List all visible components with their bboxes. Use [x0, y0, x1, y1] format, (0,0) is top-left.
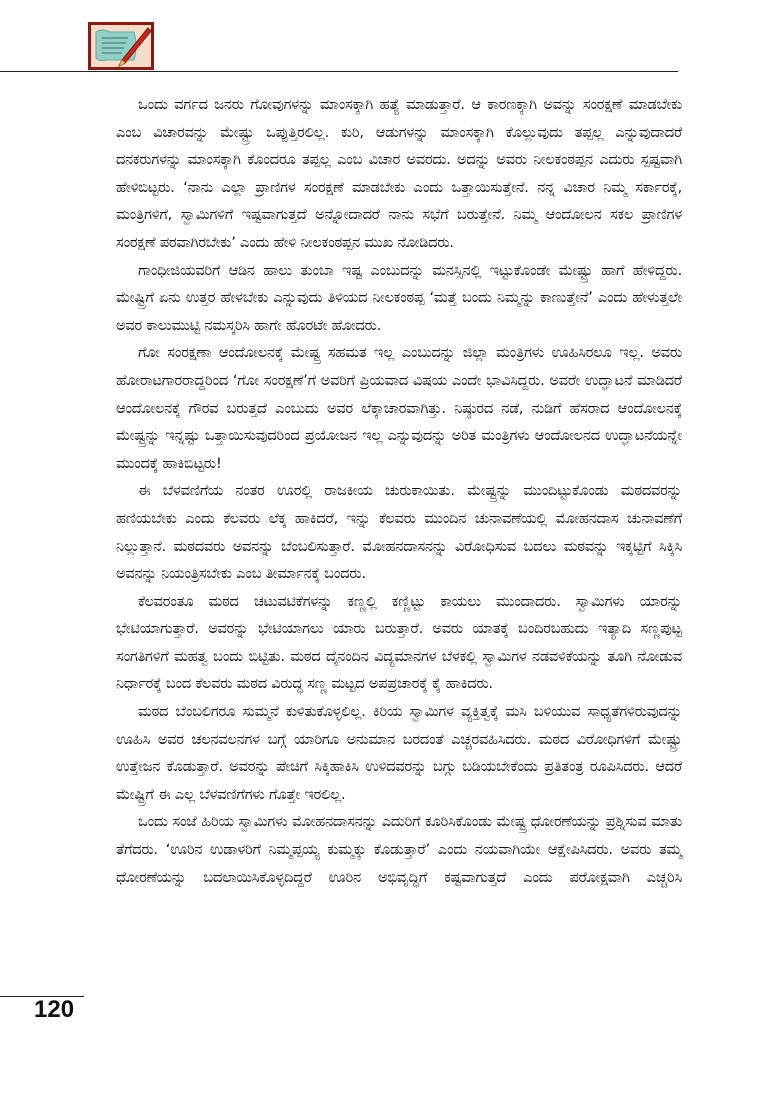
page-body [116, 92, 682, 892]
page-logo [88, 22, 154, 70]
paragraph: ಈ ಬೆಳವಣಿಗೆಯ ನಂತರ ಊರಲ್ಲಿ ರಾಜಕೀಯ ಚುರುಕಾಯಿತು. ಮೇಷ್ಟ್ರನ್ನು ಮುಂದಿಟ್ಟುಕೊಂಡು ಮಠದವರನ್ನು ಹಣಿಯಬೇಕು ಎಂದು ಕೆಲವರು ಲೆಕ್ಕ ಹಾಕಿದರೆ, ಇನ್ನು ಕೆಲವರು ಮುಂದಿನ ಚುನಾವಣೆಯಲ್ಲಿ ಮೋಹನದಾಸ ಚುನಾವಣೆಗೆ ನಿಲ್ಲುತ್ತಾನೆ. ಮಠದವರು ಅವನನ್ನು ಬೆಂಬಲಿಸುತ್ತಾರೆ. ಮೋಹನದಾಸನನ್ನು ವಿರೋಧಿಸುವ ಬದಲು ಮಠವನ್ನು ಇಕ್ಕಟ್ಟಿಗೆ ಸಿಕ್ಕಿಸಿ ಅವನನ್ನು ನಿಯಂತ್ರಿಸಬೇಕು ಎಂಬ ತೀರ್ಮಾನಕ್ಕೆ ಬಂದರು. [116, 483, 682, 583]
paragraph: ಒಂದು ವರ್ಗದ ಜನರು ಗೋವುಗಳನ್ನು ಮಾಂಸಕ್ಕಾಗಿ ಹತ್ಯೆ ಮಾಡುತ್ತಾರೆ. ಆ ಕಾರಣಕ್ಕಾಗಿ ಅವನ್ನು ಸಂರಕ್ಷಣೆ ಮಾಡಬೇಕು ಎಂಬ ವಿಚಾರವನ್ನು ಮೇಷ್ಟ್ರು ಒಪ್ಪುತ್ತಿರಲಿಲ್ಲ. ಕುರಿ, ಆಡುಗಳನ್ನು ಮಾಂಸಕ್ಕಾಗಿ ಕೊಲ್ಲುವುದು ತಪ್ಪಲ್ಲ ಎನ್ನುವುದಾದರೆ ದನಕರುಗಳನ್ನು ಮಾಂಸಕ್ಕಾಗಿ ಕೊಂದರೂ ತಪ್ಪಲ್ಲ ಎಂಬ ವಿಚಾರ ಅವರದು. ಅದನ್ನು ಅವರು ನೀಲಕಂಠಪ್ಪನ ಎದುರು ಸ್ಪಷ್ಟವಾಗಿ ಹೇಳಿಬಿಟ್ಟರು. ‘ನಾನು ಎಲ್ಲಾ ಪ್ರಾಣಿಗಳ ಸಂರಕ್ಷಣೆ ಮಾಡಬೇಕು ಎಂದು ಒತ್ತಾಯಿಸುತ್ತೇನೆ. ನನ್ನ ವಿಚಾರ ನಿಮ್ಮ ಸರ್ಕಾರಕ್ಕೆ, ಮಂತ್ರಿಗಳಿಗೆ, ಸ್ವಾಮಿಗಳಿಗೆ ಇಷ್ಟವಾಗುತ್ತದೆ ಅನ್ನೋದಾದರೆ ನಾನು ಸಭೆಗೆ ಬರುತ್ತೇನೆ. ನಿಮ್ಮ ಆಂದೋಲನ ಸಕಲ ಪ್ರಾಣಿಗಳ ಸಂರಕ್ಷಣೆ ಪರವಾಗಿರಬೇಕು’ ಎಂದು ಹೇಳಿ ನೀಲಕಂಠಪ್ಪನ ಮುಖ ನೋಡಿದರು. [116, 97, 682, 251]
paragraph: ಒಂದು ಸಂಜೆ ಹಿರಿಯ ಸ್ವಾಮಿಗಳು ಮೋಹನದಾಸನನ್ನು ಎದುರಿಗೆ ಕೂರಿಸಿಕೊಂಡು ಮೇಷ್ಟ್ರ ಧೋರಣೆಯನ್ನು ಪ್ರಶ್ನಿಸುವ ಮಾತು ತೆಗೆದರು. ‘ಊರಿನ ಉಡಾಳರಿಗೆ ನಿಮ್ಮಪ್ಪಯ್ಯ ಕುಮ್ಮಕ್ಕು ಕೊಡುತ್ತಾರೆ’ ಎಂದು ನಯವಾಗಿಯೇ ಆಕ್ಷೇಪಿಸಿದರು. ಅವರು ತಮ್ಮ ಧೋರಣೆಯನ್ನು ಬದಲಾಯಿಸಿಕೊಳ್ಳದಿದ್ದರೆ ಊರಿನ ಅಭಿವೃದ್ಧಿಗೆ ಕಷ್ಟವಾಗುತ್ತದೆ ಎಂದು ಪರೋಕ್ಷವಾಗಿ ಎಚ್ಚರಿಸಿ [116, 814, 682, 886]
page-number: 120 [34, 996, 75, 1023]
paragraph: ಮಠದ ಬೆಂಬಲಿಗರೂ ಸುಮ್ಮನೆ ಕುಳಿತುಕೊಳ್ಳಲಿಲ್ಲ. ಕಿರಿಯ ಸ್ವಾಮಿಗಳ ವ್ಯಕ್ತಿತ್ವಕ್ಕೆ ಮಸಿ ಬಳಿಯುವ ಸಾಧ್ಯತೆಗಳಿರುವುದನ್ನು ಊಹಿಸಿ ಅವರ ಚಲನವಲನಗಳ ಬಗ್ಗೆ ಯಾರಿಗೂ ಅನುಮಾನ ಬರದಂತೆ ಎಚ್ಚರವಹಿಸಿದರು. ಮಠದ ವಿರೋಧಿಗಳಿಗೆ ಮೇಷ್ಟ್ರು ಉತ್ತೇಜನ ಕೊಡುತ್ತಾರೆ. ಅವರನ್ನು ಪೇಚಿಗೆ ಸಿಕ್ಕಿಹಾಕಿಸಿ ಉಳಿದವರನ್ನು ಬಗ್ಗು ಬಡಿಯಬೇಕೆಂದು ಪ್ರತಿತಂತ್ರ ರೂಪಿಸಿದರು. ಆದರೆ ಮೇಷ್ಟ್ರಿಗೆ ಈ ಎಲ್ಲ ಬೆಳವಣಿಗೆಗಳು ಗೊತ್ತೇ ಇರಲಿಲ್ಲ. [116, 704, 682, 803]
paragraph: ಗಾಂಧೀಜಿಯವರಿಗೆ ಆಡಿನ ಹಾಲು ತುಂಬಾ ಇಷ್ಟ ಎಂಬುದನ್ನು ಮನಸ್ಸಿನಲ್ಲಿ ಇಟ್ಟುಕೊಂಡೇ ಮೇಷ್ಟ್ರು ಹಾಗೆ ಹೇಳಿದ್ದರು. ಮೇಷ್ಟ್ರಿಗೆ ಏನು ಉತ್ತರ ಹೇಳಬೇಕು ಎನ್ನುವುದು ತಿಳಿಯದ ನೀಲಕಂಠಪ್ಪ ‘ಮತ್ತೆ ಬಂದು ನಿಮ್ಮನ್ನು ಕಾಣುತ್ತೇನೆ’ ಎಂದು ಹೇಳುತ್ತಲೇ ಅವರ ಕಾಲುಮುಟ್ಟಿ ನಮಸ್ಕರಿಸಿ ಹಾಗೇ ಹೊರಟೇ ಹೋದರು. [116, 262, 682, 334]
header-rule [0, 71, 678, 72]
pen-paper-icon [88, 22, 154, 70]
paragraph: ಕೆಲವರಂತೂ ಮಠದ ಚಟುವಟಿಕೆಗಳನ್ನು ಕಣ್ಣಲ್ಲಿ ಕಣ್ಣಿಟ್ಟು ಕಾಯಲು ಮುಂದಾದರು. ಸ್ವಾಮಿಗಳು ಯಾರನ್ನು ಭೇಟಿಯಾಗುತ್ತಾರೆ. ಅವರನ್ನು ಭೇಟಿಯಾಗಲು ಯಾರು ಬರುತ್ತಾರೆ. ಅವರು ಯಾತಕ್ಕೆ ಬಂದಿರಬಹುದು ಇತ್ಯಾದಿ ಸಣ್ಣಪುಟ್ಟ ಸಂಗತಿಗಳಿಗೆ ಮಹತ್ವ ಬಂದು ಬಿಟ್ಟಿತು. ಮಠದ ದೈನಂದಿನ ವಿದ್ಯಮಾನಗಳ ಬೆಳಕಲ್ಲಿ ಸ್ವಾಮಿಗಳ ನಡವಳಿಕೆಯನ್ನು ತೂಗಿ ನೋಡುವ ನಿರ್ಧಾರಕ್ಕೆ ಬಂದ ಕೆಲವರು ಮಠದ ವಿರುದ್ಧ ಸಣ್ಣ ಮಟ್ಟದ ಅಪಪ್ರಚಾರಕ್ಕೆ ಕೈ ಹಾಕಿದರು. [116, 593, 682, 693]
paragraph: ಗೋ ಸಂರಕ್ಷಣಾ ಆಂದೋಲನಕ್ಕೆ ಮೇಷ್ಟ್ರ ಸಹಮತ ಇಲ್ಲ ಎಂಬುದನ್ನು ಜಿಲ್ಲಾ ಮಂತ್ರಿಗಳು ಊಹಿಸಿರಲೂ ಇಲ್ಲ. ಅವರು ಹೋರಾಟಗಾರರಾದ್ದರಿಂದ ‘ಗೋ ಸಂರಕ್ಷಣೆ’ಗೆ ಅವರಿಗೆ ಪ್ರಿಯವಾದ ವಿಷಯ ಎಂದೇ ಭಾವಿಸಿದ್ದರು. ಅವರೇ ಉದ್ಘಾಟನೆ ಮಾಡಿದರೆ ಆಂದೋಲನಕ್ಕೆ ಗೌರವ ಬರುತ್ತದೆ ಎಂಬುದು ಅವರ ಲೆಕ್ಕಾಚಾರವಾಗಿತ್ತು. ನಿಷ್ಠುರದ ನಡೆ, ನುಡಿಗೆ ಹೆಸರಾದ ಆಂದೋಲನಕ್ಕೆ ಮೇಷ್ಟ್ರನ್ನು ಇನ್ನಷ್ಟು ಒತ್ತಾಯಿಸುವುದರಿಂದ ಪ್ರಯೋಜನ ಇಲ್ಲ ಎನ್ನುವುದನ್ನು ಅರಿತ ಮಂತ್ರಿಗಳು ಆಂದೋಲನದ ಉದ್ಘಾಟನೆಯನ್ನೇ ಮುಂದಕ್ಕೆ ಹಾಕಿಬಿಟ್ಟರು! [116, 345, 682, 472]
